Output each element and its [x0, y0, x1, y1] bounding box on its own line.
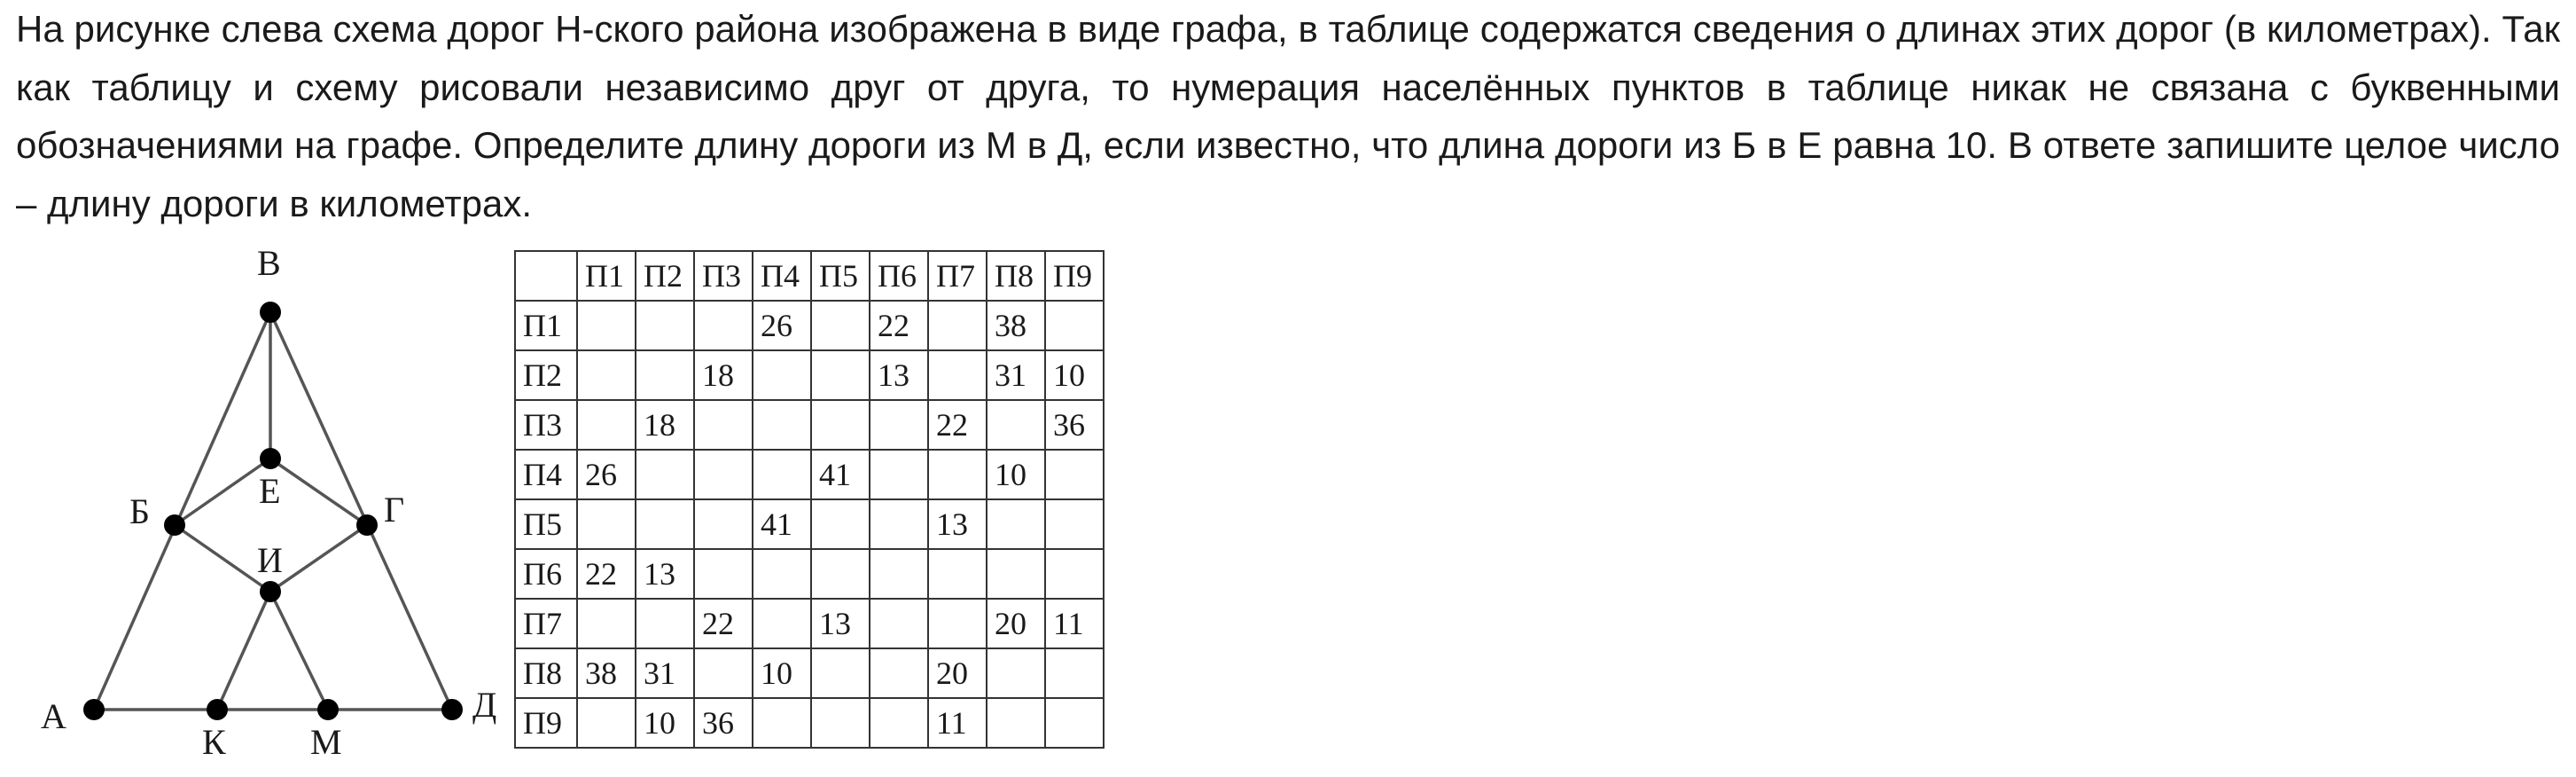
table-cell [870, 599, 928, 648]
table-cell [1045, 301, 1104, 350]
table-cell [694, 549, 753, 599]
table-cell: 18 [694, 350, 753, 400]
table-cell [577, 599, 636, 648]
table-cell [636, 450, 694, 499]
table-cell [1045, 499, 1104, 549]
distance-table [514, 250, 1105, 749]
table-cell [1045, 698, 1104, 748]
column-header: П9 [1045, 251, 1104, 301]
table-row [515, 549, 1104, 599]
node-d [441, 699, 463, 720]
node-e [260, 448, 281, 469]
table-cell: 13 [928, 499, 987, 549]
label-d: Д [472, 685, 497, 725]
column-header: П3 [694, 251, 753, 301]
table-cell: 20 [987, 599, 1045, 648]
table-cell: 10 [987, 450, 1045, 499]
table-row [515, 698, 1104, 748]
table-cell [928, 350, 987, 400]
table-cell [577, 499, 636, 549]
node-k [207, 699, 228, 720]
label-b: Б [129, 491, 150, 531]
table-cell [577, 350, 636, 400]
table-cell: 26 [753, 301, 811, 350]
row-header: П6 [515, 549, 577, 599]
table-cell: 31 [987, 350, 1045, 400]
table-cell: 11 [928, 698, 987, 748]
table-cell [636, 599, 694, 648]
table-cell [636, 499, 694, 549]
table-cell [870, 400, 928, 450]
table-cell: 13 [811, 599, 870, 648]
table-cell [753, 400, 811, 450]
table-row [515, 648, 1104, 698]
table-cell [870, 450, 928, 499]
table-cell [987, 549, 1045, 599]
table-cell: 41 [811, 450, 870, 499]
table-cell [870, 698, 928, 748]
table-cell [694, 648, 753, 698]
table-cell: 22 [928, 400, 987, 450]
table-cell [753, 599, 811, 648]
table-cell [987, 400, 1045, 450]
table-cell [753, 350, 811, 400]
table-cell [694, 450, 753, 499]
table-cell: 22 [577, 549, 636, 599]
column-header: П2 [636, 251, 694, 301]
table-cell: 36 [694, 698, 753, 748]
column-header: П8 [987, 251, 1045, 301]
table-cell: 41 [753, 499, 811, 549]
row-header: П8 [515, 648, 577, 698]
node-m [317, 699, 339, 720]
table-cell: 22 [694, 599, 753, 648]
table-cell [928, 599, 987, 648]
row-header: П5 [515, 499, 577, 549]
label-i: И [257, 540, 283, 580]
table-cell: 11 [1045, 599, 1104, 648]
column-header: П7 [928, 251, 987, 301]
table-cell [987, 698, 1045, 748]
table-cell [987, 648, 1045, 698]
table-cell [694, 499, 753, 549]
table-cell: 38 [987, 301, 1045, 350]
table-cell: 18 [636, 400, 694, 450]
table-cell [811, 499, 870, 549]
table-cell [811, 549, 870, 599]
node-i [260, 581, 281, 602]
table-cell [753, 450, 811, 499]
edge-i-m [270, 592, 328, 710]
row-header: П2 [515, 350, 577, 400]
label-e: Е [259, 471, 281, 511]
table-cell: 20 [928, 648, 987, 698]
table-cell [753, 698, 811, 748]
edge-b-i [175, 525, 270, 592]
column-header: П6 [870, 251, 928, 301]
table-cell [1045, 450, 1104, 499]
table-cell [928, 301, 987, 350]
table-cell [694, 301, 753, 350]
row-header: П9 [515, 698, 577, 748]
table-cell [753, 549, 811, 599]
table-header-row [515, 251, 1104, 301]
table-cell [811, 698, 870, 748]
table-row [515, 499, 1104, 549]
row-header: П7 [515, 599, 577, 648]
table-cell: 13 [870, 350, 928, 400]
table-cell [1045, 648, 1104, 698]
column-header: П4 [753, 251, 811, 301]
table-row [515, 599, 1104, 648]
row-header: П4 [515, 450, 577, 499]
table-cell [811, 648, 870, 698]
road-graph-svg [27, 239, 523, 772]
table-cell [636, 301, 694, 350]
table-row [515, 450, 1104, 499]
table-cell: 38 [577, 648, 636, 698]
table-cell: 26 [577, 450, 636, 499]
table-row [515, 350, 1104, 400]
column-header: П5 [811, 251, 870, 301]
table-cell: 10 [636, 698, 694, 748]
table-cell: 31 [636, 648, 694, 698]
label-m: М [310, 722, 342, 762]
table-cell [577, 301, 636, 350]
table-cell: 10 [1045, 350, 1104, 400]
table-cell [577, 698, 636, 748]
table-cell [811, 350, 870, 400]
table-cell [987, 499, 1045, 549]
table-cell [870, 549, 928, 599]
table-cell: 22 [870, 301, 928, 350]
table-cell: 36 [1045, 400, 1104, 450]
label-v: В [257, 243, 281, 283]
node-a [83, 699, 105, 720]
distance-table-body [515, 251, 1104, 748]
table-row [515, 400, 1104, 450]
table-cell [1045, 549, 1104, 599]
table-cell [928, 549, 987, 599]
edge-i-k [217, 592, 270, 710]
table-cell: 10 [753, 648, 811, 698]
table-cell [811, 301, 870, 350]
table-cell [928, 450, 987, 499]
table-cell [870, 499, 928, 549]
table-cell [694, 400, 753, 450]
edge-g-i [270, 525, 367, 592]
label-g: Г [384, 490, 405, 530]
column-header: П1 [577, 251, 636, 301]
table-cell [811, 400, 870, 450]
table-cell [636, 350, 694, 400]
label-a: А [41, 696, 66, 736]
node-v [260, 302, 281, 323]
row-header: П3 [515, 400, 577, 450]
road-graph [27, 239, 523, 772]
node-g [356, 514, 378, 536]
table-corner-cell [515, 251, 577, 301]
table-cell [577, 400, 636, 450]
problem-statement: На рисунке слева схема дорог Н-ского района изображена в виде графа, в таблице содержатся сведения о длинах этих дорог (в километрах). Так как таблицу и схему рисовали независимо друг от друга, то нумерация населённых пунктов в таблице никак не связана с буквенными обозначениями на графе. Определите длину дороги из М в Д, если известно, что длина дороги из Б в Е равна 10. В ответе запишите целое число – длину дороги в километрах. [16, 8, 2560, 224]
row-header: П1 [515, 301, 577, 350]
label-k: К [202, 722, 226, 762]
table-cell [870, 648, 928, 698]
table-row [515, 301, 1104, 350]
node-b [164, 514, 185, 536]
table-cell: 13 [636, 549, 694, 599]
